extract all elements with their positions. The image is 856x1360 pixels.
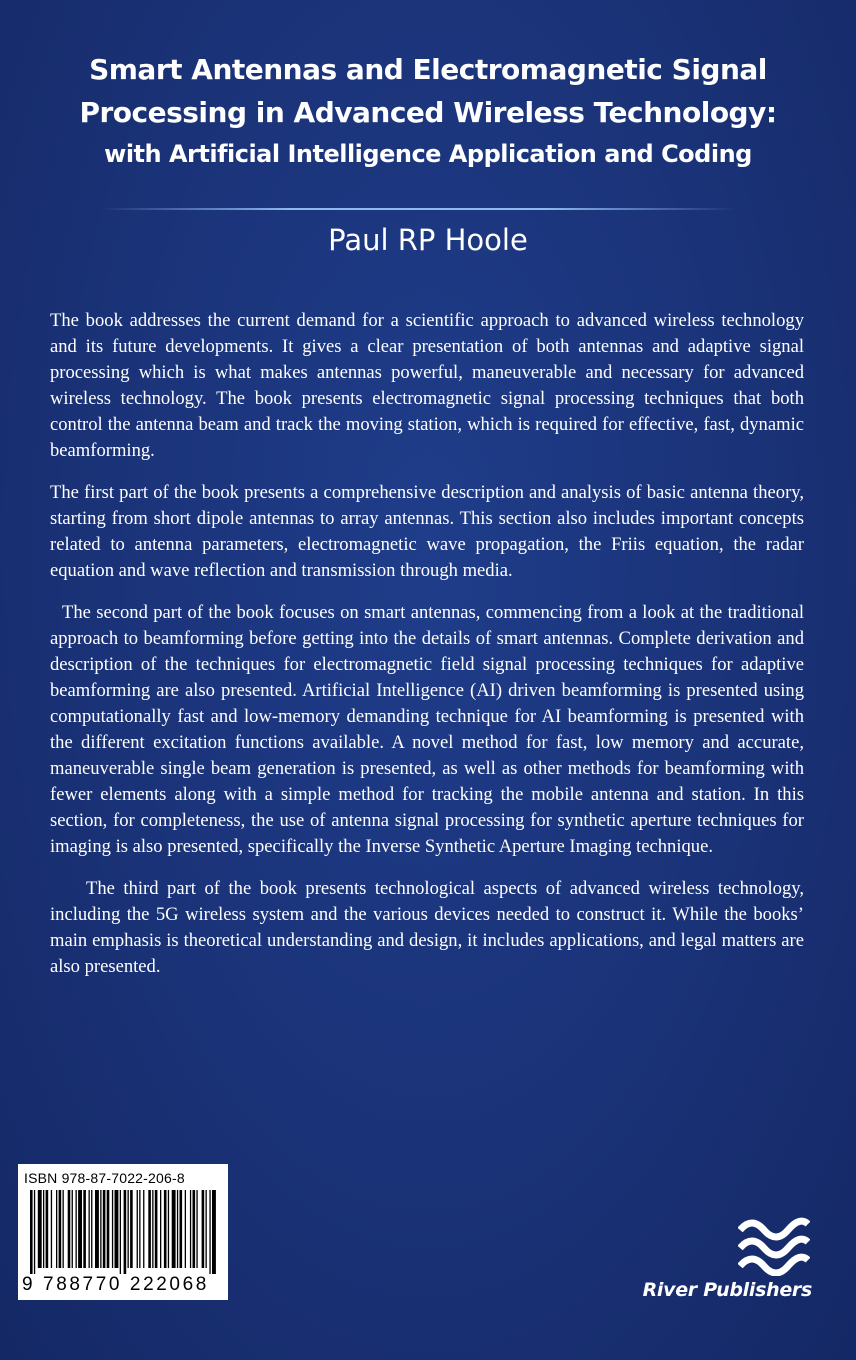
publisher-block — [636, 1214, 816, 1310]
barcode-bar — [83, 1190, 86, 1268]
barcode-bar — [46, 1190, 49, 1268]
barcode-bar — [76, 1190, 77, 1268]
barcode-bar — [168, 1190, 169, 1268]
barcode-bar — [160, 1190, 161, 1268]
barcode-bar — [95, 1190, 99, 1268]
description-paragraph-3: The second part of the book focuses on smart antennas, commencing from a look at the traditional approach to beamforming before getting into the details of smart antennas. Complete derivation and description of the techniques for electromagnetic field signal processing techniques for adaptive beamforming are also presented. Artificial Intelligence (AI) driven beamforming is presented using computationally fast and low-memory demanding technique for AI beamforming is presented with the different excitation functions available. A novel method for fast, low memory and accurate, maneuverable single beam generation is presented, as well as other methods for beamforming with fewer elements along with a simple method for tracking the mobile antenna and station. In this section, for completeness, the use of antenna signal processing for synthetic aperture techniques for imaging is also presented, specifically the Inverse Synthetic Aperture Imaging technique. — [50, 602, 804, 857]
barcode-bar — [196, 1190, 197, 1268]
barcode-bar — [128, 1190, 129, 1268]
barcode-bar — [112, 1190, 113, 1268]
barcode-bar — [78, 1190, 82, 1268]
barcode-bar — [190, 1190, 191, 1268]
barcode-bar — [38, 1190, 42, 1268]
barcode-bar — [137, 1190, 138, 1268]
book-description — [50, 308, 804, 996]
barcode-bar — [34, 1190, 35, 1274]
barcode-bar — [68, 1190, 71, 1268]
barcode-bar — [172, 1190, 176, 1268]
book-subtitle: with Artificial Intelligence Application and Coding — [104, 140, 752, 168]
isbn-label: ISBN 978-87-7022-206-8 — [24, 1170, 185, 1186]
barcode-bar — [100, 1190, 101, 1268]
barcode-bar — [148, 1190, 151, 1268]
barcode-bar — [164, 1190, 167, 1268]
title-divider — [100, 208, 736, 210]
barcode-bar — [180, 1190, 183, 1268]
barcode-bar — [139, 1190, 140, 1268]
book-title-block — [40, 48, 816, 174]
barcode-bar — [212, 1190, 216, 1274]
barcode-bar — [209, 1190, 210, 1274]
barcode-bar — [72, 1190, 73, 1268]
barcode-bar — [63, 1190, 64, 1268]
barcode-bar — [59, 1190, 62, 1268]
book-title-line-2: Processing in Advanced Wireless Technology: — [79, 96, 777, 129]
barcode-bar — [152, 1190, 153, 1268]
barcode-bar — [155, 1190, 158, 1268]
barcode-bar — [177, 1190, 178, 1268]
barcode-bar — [103, 1190, 106, 1268]
book-title-line-1: Smart Antennas and Electromagnetic Signal — [89, 53, 767, 86]
isbn-barcode — [18, 1164, 228, 1300]
river-waves-icon — [738, 1214, 810, 1276]
barcode-bar — [56, 1190, 57, 1268]
barcode-bars — [28, 1190, 218, 1274]
publisher-name: River Publishers — [642, 1279, 812, 1301]
barcode-bar — [193, 1190, 196, 1268]
barcode-bar — [91, 1190, 92, 1268]
barcode-bar — [30, 1190, 33, 1274]
barcode-bar — [202, 1190, 205, 1268]
barcode-bar — [115, 1190, 119, 1268]
description-paragraph-4: The third part of the book presents technological aspects of advanced wireless technology, including the 5G wireless system and the various devices needed to construct it. While the books’ main emphasis is theoretical understanding and design, it includes applications, and legal matters are also presented. — [50, 878, 804, 977]
barcode-bar — [120, 1190, 121, 1274]
barcode-bar — [51, 1190, 52, 1268]
barcode-bar — [107, 1190, 110, 1268]
barcode-bar — [206, 1190, 207, 1268]
barcode-digits: 9 788770 222068 — [22, 1274, 209, 1295]
barcode-bar — [130, 1190, 133, 1268]
description-paragraph-1: The book addresses the current demand for a scientific approach to advanced wireless technology and its future developments. It gives a clear presentation of both antennas and adaptive signal processing which is what makes antennas powerful, maneuverable and necessary for advanced wireless technology. The book presents electromagnetic signal processing techniques that both control the antenna beam and track the moving station, which is required for effective, fast, dynamic beamforming. — [50, 310, 804, 461]
barcode-bar — [143, 1190, 144, 1268]
barcode-bar — [124, 1190, 127, 1274]
barcode-bar — [43, 1190, 44, 1268]
author-name: Paul RP Hoole — [328, 223, 528, 257]
description-paragraph-2: The first part of the book presents a comprehensive description and analysis of basic antenna theory, starting from short dipole antennas to array antennas. This section also includes important concepts related to antenna parameters, electromagnetic wave propagation, the Friis equation, the radar equation and wave reflection and transmission through media. — [50, 482, 804, 581]
barcode-bar — [185, 1190, 186, 1268]
barcode-bar — [89, 1190, 90, 1268]
